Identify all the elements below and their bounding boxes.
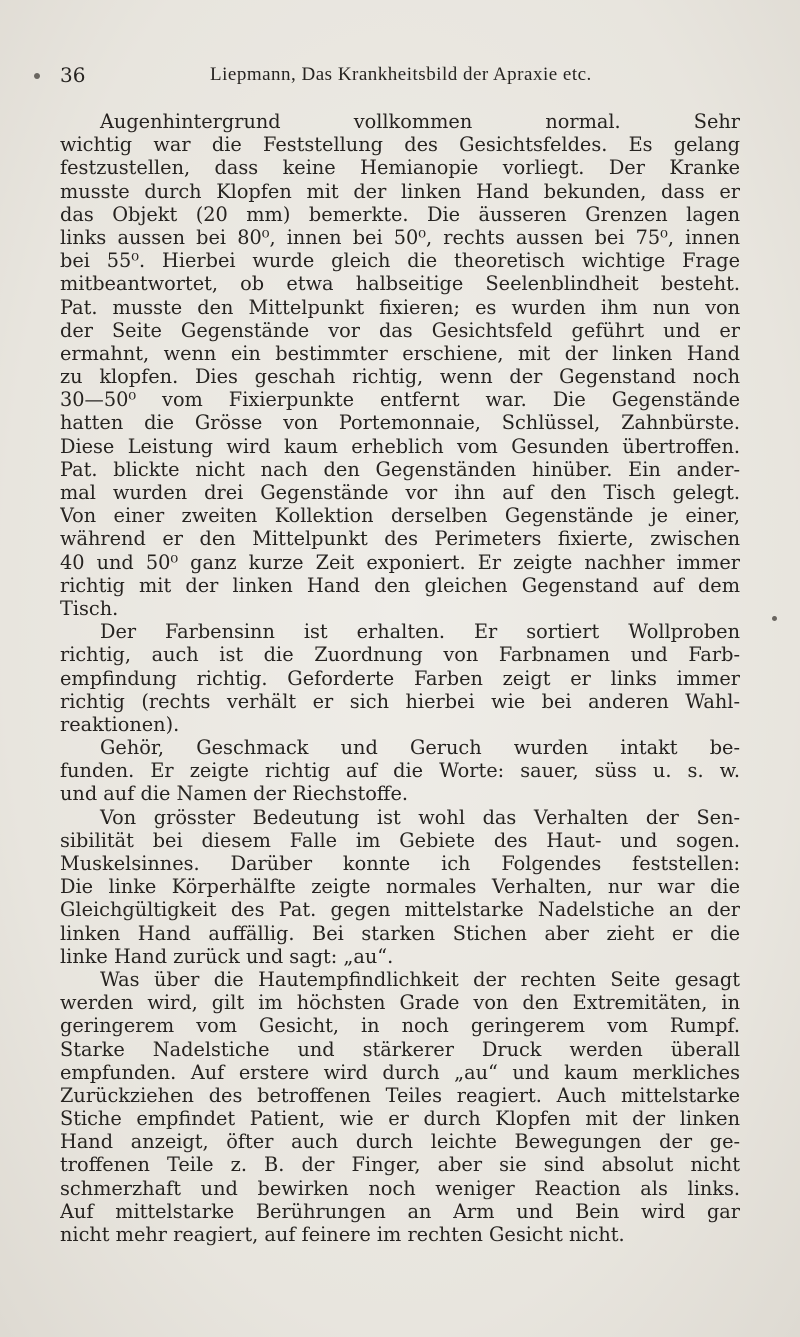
text-line: Pat. musste den Mittelpunkt fixieren; es wurden ihm nun von (60, 295, 740, 319)
text-line: Diese Leistung wird kaum erheblich vom Gesunden übertroffen. (60, 434, 740, 458)
page-number: 36 (60, 63, 86, 87)
text-line: schmerzhaft und bewirken noch weniger Reaction als links. (60, 1176, 740, 1200)
text-line: nicht mehr reagiert, auf feinere im rechten Gesicht nicht. (60, 1223, 625, 1246)
text-line: richtig mit der linken Hand den gleichen Gegenstand auf dem (60, 573, 740, 597)
text-line: während er den Mittelpunkt des Perimeters fixierte, zwischen (60, 527, 740, 551)
running-head (30, 58, 770, 92)
text-line: festzustellen, dass keine Hemianopie vorliegt. Der Kranke (60, 156, 740, 180)
text-line: Hand anzeigt, öfter auch durch leichte Bewegungen der ge- (60, 1130, 740, 1154)
text-line: Zurückziehen des betroffenen Teiles reagiert. Auch mittelstarke (60, 1083, 740, 1107)
text-line: hatten die Grösse von Portemonnaie, Schlüssel, Zahnbürste. (60, 411, 740, 435)
text-line: werden wird, gilt im höchsten Grade von den Extremitäten, in (60, 991, 740, 1015)
text-line: zu klopfen. Dies geschah richtig, wenn der Gegenstand noch (60, 365, 740, 389)
text-line: und auf die Namen der Riechstoffe. (60, 782, 409, 806)
text-line: Tisch. (60, 596, 119, 620)
text-line: reaktionen). (60, 712, 180, 736)
text-line: Gehör, Geschmack und Geruch wurden intakt be- (100, 736, 740, 760)
text-line: Muskelsinnes. Darüber konnte ich Folgendes feststellen: (60, 852, 740, 875)
text-line: Die linke Körperhälfte zeigte normales Verhalten, nur war die (60, 875, 740, 899)
text-line: troffenen Teile z. B. der Finger, aber sie sind absolut nicht (60, 1153, 740, 1177)
text-line: Was über die Hautempfindlichkeit der rechten Seite gesagt (100, 967, 740, 991)
text-line: Von grösster Bedeutung ist wohl das Verhalten der Sen- (100, 805, 740, 829)
text-line: der Seite Gegenstände vor das Gesichtsfeld geführt und er (60, 318, 740, 342)
text-line: empfunden. Auf erstere wird durch „au“ und kaum merkliches (60, 1060, 740, 1084)
text-line: linken Hand auffällig. Bei starken Stichen aber zieht er die (60, 921, 740, 945)
text-line: mal wurden drei Gegenstände vor ihn auf den Tisch gelegt. (60, 481, 740, 504)
running-title: Liepmann, Das Krankheitsbild der Apraxie etc. (210, 64, 592, 85)
text-line: Augenhintergrund vollkommen normal. Sehr (100, 110, 740, 133)
print-speck (34, 73, 40, 79)
text-line: bei 55⁰. Hierbei wurde gleich die theoretisch wichtige Frage (60, 249, 740, 273)
text-line: Pat. blickte nicht nach den Gegenständen hinüber. Ein ander- (60, 457, 740, 481)
text-line: Stiche empfindet Patient, wie er durch Klopfen mit der linken (60, 1107, 740, 1131)
text-line: 30—50⁰ vom Fixierpunkte entfernt war. Die Gegenstände (60, 388, 740, 412)
text-line: Gleichgültigkeit des Pat. gegen mittelstarke Nadelstiche an der (60, 898, 740, 922)
text-line: geringerem vom Gesicht, in noch geringerem vom Rumpf. (60, 1014, 740, 1038)
text-line: richtig (rechts verhält er sich hierbei wie bei anderen Wahl- (60, 689, 740, 713)
text-line: funden. Er zeigte richtig auf die Worte: sauer, süss u. s. w. (60, 759, 740, 783)
text-line: Von einer zweiten Kollektion derselben Gegenstände je einer, (60, 504, 740, 528)
print-speck (772, 616, 777, 621)
text-line: musste durch Klopfen mit der linken Hand bekunden, dass er (60, 179, 740, 203)
body-text (60, 110, 740, 1246)
text-line: mitbeantwortet, ob etwa halbseitige Seelenblindheit besteht. (60, 272, 740, 296)
text-line: ermahnt, wenn ein bestimmter erschiene, mit der linken Hand (60, 341, 740, 365)
text-line: wichtig war die Feststellung des Gesichtsfeldes. Es gelang (60, 133, 740, 157)
text-line: Auf mittelstarke Berührungen an Arm und Bein wird gar (60, 1199, 740, 1223)
text-line: Starke Nadelstiche und stärkerer Druck werden überall (60, 1037, 740, 1061)
text-line: 40 und 50⁰ ganz kurze Zeit exponiert. Er zeigte nachher immer (60, 550, 740, 574)
text-line: empfindung richtig. Geforderte Farben zeigt er links immer (60, 666, 740, 690)
text-line: richtig, auch ist die Zuordnung von Farbnamen und Farb- (60, 643, 740, 667)
text-line: das Objekt (20 mm) bemerkte. Die äusseren Grenzen lagen (60, 202, 740, 226)
text-line: links aussen bei 80⁰, innen bei 50⁰, rechts aussen bei 75⁰, innen (60, 225, 740, 249)
text-line: Der Farbensinn ist erhalten. Er sortiert Wollproben (100, 620, 740, 644)
text-line: sibilität bei diesem Falle im Gebiete des Haut- und sogen. (60, 828, 740, 852)
text-line: linke Hand zurück und sagt: „au“. (60, 944, 394, 968)
